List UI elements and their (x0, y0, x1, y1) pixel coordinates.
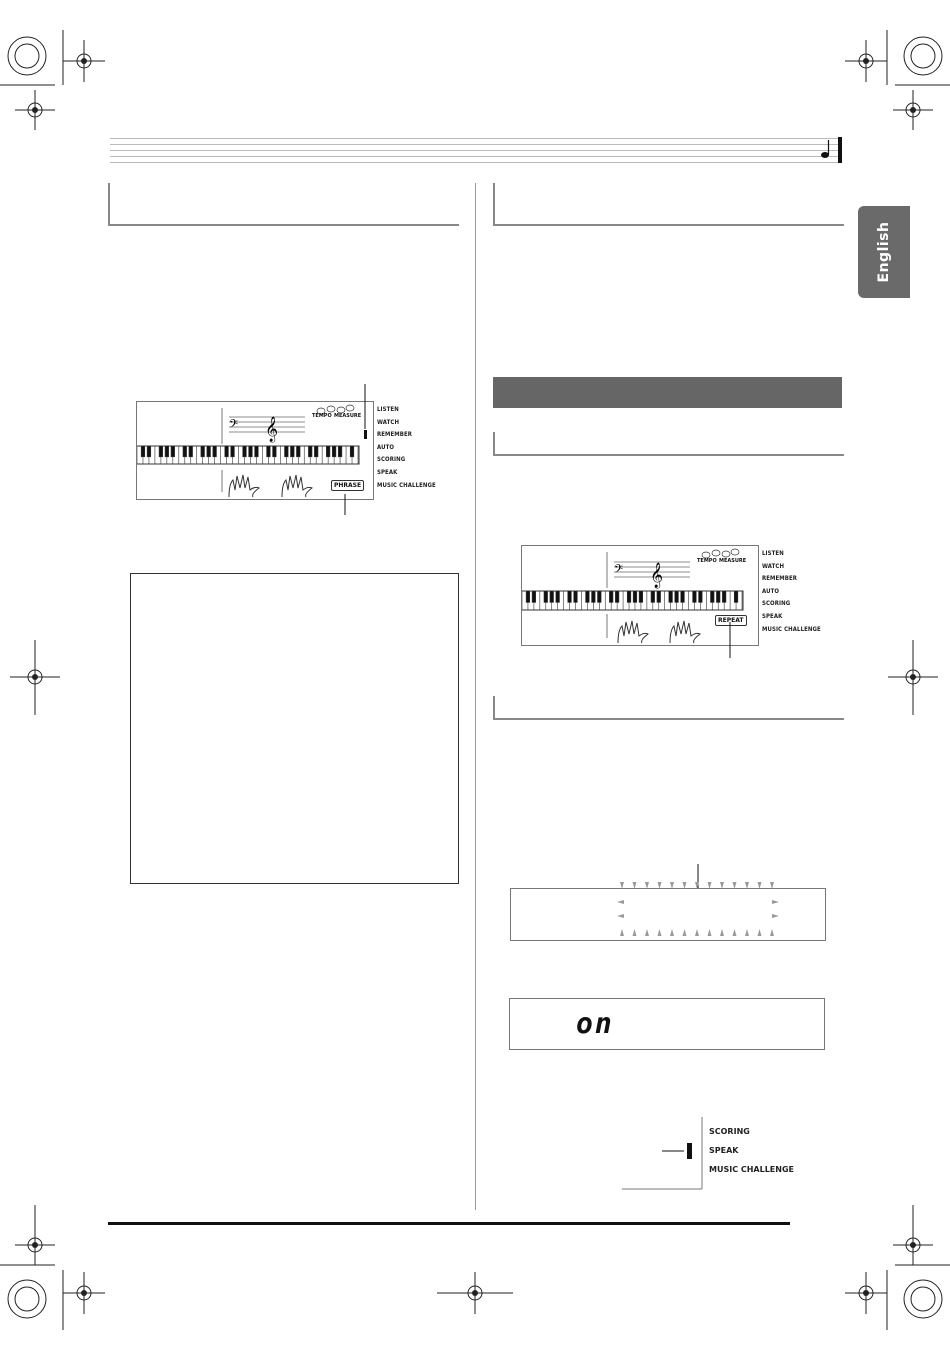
section-header-right (493, 183, 844, 226)
flash-tick-icon (758, 929, 762, 936)
header-staff-line (110, 144, 840, 145)
black-key (147, 446, 151, 457)
black-key (693, 591, 697, 602)
flash-tick-icon (670, 929, 674, 936)
flash-tick-icon (683, 929, 687, 936)
footer-rule (108, 1222, 790, 1225)
black-key (651, 591, 655, 602)
mode-label: SPEAK (762, 612, 783, 620)
header-staff-line (110, 162, 840, 163)
flash-tick-icon (772, 914, 779, 918)
black-key (326, 446, 330, 457)
black-key (722, 591, 726, 602)
flash-tick-icon (658, 882, 662, 889)
black-key (716, 591, 720, 602)
flash-tick-icon (620, 929, 624, 936)
flash-tick-icon (620, 882, 624, 889)
black-key (627, 591, 631, 602)
bass-clef-icon: 𝄢 (614, 563, 624, 579)
black-key (556, 591, 560, 602)
black-key (285, 446, 289, 457)
phrase-indicator: PHRASE (331, 480, 364, 491)
flash-tick-icon (617, 900, 624, 904)
black-key (675, 591, 679, 602)
mode-label: SPEAK (377, 468, 398, 476)
header-staff-line (110, 150, 840, 151)
black-key (699, 591, 703, 602)
lcd-on-display (509, 998, 825, 1050)
hands-icon (229, 475, 312, 497)
black-key (308, 446, 312, 457)
header-staff-line (110, 156, 840, 157)
flash-tick-icon (683, 882, 687, 889)
black-key (213, 446, 217, 457)
speak-panel-frame (620, 1117, 710, 1193)
column-divider (475, 183, 476, 1210)
lcd-on-value: on (576, 1007, 614, 1040)
mode-label: MUSIC CHALLENGE (762, 625, 821, 633)
bass-clef-icon: 𝄢 (229, 418, 239, 434)
black-key (734, 591, 738, 602)
mode-label: SCORING (377, 456, 406, 464)
black-key (550, 591, 554, 602)
mode-label: SPEAK (709, 1146, 739, 1155)
mode-label: AUTO (762, 587, 780, 595)
flash-tick-icon (733, 929, 737, 936)
flash-tick-icon (645, 929, 649, 936)
flashing-indicators (600, 864, 800, 944)
flash-tick-icon (770, 929, 774, 936)
measure-label: MEASURE (719, 558, 747, 564)
black-key (598, 591, 602, 602)
flash-tick-icon (733, 882, 737, 889)
header-staff-line (110, 138, 840, 139)
mode-label: REMEMBER (762, 575, 798, 583)
callout-line-right (725, 622, 735, 660)
mode-label: SCORING (762, 600, 791, 608)
black-key (592, 591, 596, 602)
mode-label: AUTO (377, 443, 395, 451)
mode-label: WATCH (762, 562, 785, 570)
black-key (249, 446, 253, 457)
black-key (225, 446, 229, 457)
mode-label-list-right (762, 548, 821, 636)
black-key (231, 446, 235, 457)
black-key (332, 446, 336, 457)
black-key (141, 446, 145, 457)
note-box (130, 573, 459, 884)
tempo-label: TEMPO (312, 413, 332, 419)
lcd-display-right (521, 545, 759, 646)
flash-tick-icon (708, 929, 712, 936)
flash-tick-icon (695, 929, 699, 936)
section-title-bar (493, 377, 842, 408)
black-key (273, 446, 277, 457)
black-key (633, 591, 637, 602)
black-key (207, 446, 211, 457)
black-key (681, 591, 685, 602)
callout-lines-left (340, 384, 370, 519)
flash-tick-icon (645, 882, 649, 889)
black-key (609, 591, 613, 602)
black-key (657, 591, 661, 602)
hands-icon (618, 621, 700, 643)
flash-tick-icon (772, 900, 779, 904)
language-tab-label: English (876, 221, 892, 283)
black-key (532, 591, 536, 602)
flash-tick-icon (758, 882, 762, 889)
mode-label: LISTEN (762, 550, 784, 557)
subsection-header-1 (493, 432, 844, 456)
flash-tick-icon (745, 882, 749, 889)
black-key (201, 446, 205, 457)
black-key (314, 446, 318, 457)
black-key (669, 591, 673, 602)
black-key (255, 446, 259, 457)
flash-tick-icon (633, 929, 637, 936)
black-key (615, 591, 619, 602)
language-tab[interactable] (858, 206, 910, 298)
black-key (586, 591, 590, 602)
flash-tick-icon (708, 882, 712, 889)
speak-panel-labels (709, 1122, 794, 1179)
lcd-display-left (136, 401, 374, 500)
black-key (296, 446, 300, 457)
treble-clef-icon: 𝄞 (265, 417, 279, 442)
flash-tick-icon (720, 882, 724, 889)
black-key (291, 446, 295, 457)
mode-label-list-left (377, 404, 436, 492)
repeat-indicator: REPEAT (715, 615, 747, 626)
black-key (159, 446, 163, 457)
black-key (267, 446, 271, 457)
flash-tick-icon (720, 929, 724, 936)
black-key (568, 591, 572, 602)
black-key (639, 591, 643, 602)
subsection-header-2 (493, 696, 844, 720)
mode-label: MUSIC CHALLENGE (709, 1165, 794, 1174)
mode-label: REMEMBER (377, 431, 413, 439)
flash-tick-icon (670, 882, 674, 889)
section-header-left (108, 183, 459, 226)
black-key (544, 591, 548, 602)
black-key (243, 446, 247, 457)
flash-tick-icon (770, 882, 774, 889)
flash-tick-icon (633, 882, 637, 889)
mode-label: LISTEN (377, 406, 399, 413)
flash-tick-icon (658, 929, 662, 936)
flash-tick-icon (745, 929, 749, 936)
treble-clef-icon: 𝄞 (650, 563, 664, 588)
black-key (574, 591, 578, 602)
black-key (183, 446, 187, 457)
mode-label: MUSIC CHALLENGE (377, 481, 436, 489)
black-key (710, 591, 714, 602)
black-key (165, 446, 169, 457)
black-key (171, 446, 175, 457)
black-key (189, 446, 193, 457)
measure-label: MEASURE (334, 413, 362, 419)
tempo-label: TEMPO (697, 558, 717, 564)
speak-pointer-icon (687, 1143, 692, 1159)
flash-tick-icon (617, 914, 624, 918)
mode-label: SCORING (709, 1127, 750, 1136)
mode-label: WATCH (377, 418, 400, 426)
black-key (526, 591, 530, 602)
header-end-note-icon (818, 134, 846, 166)
